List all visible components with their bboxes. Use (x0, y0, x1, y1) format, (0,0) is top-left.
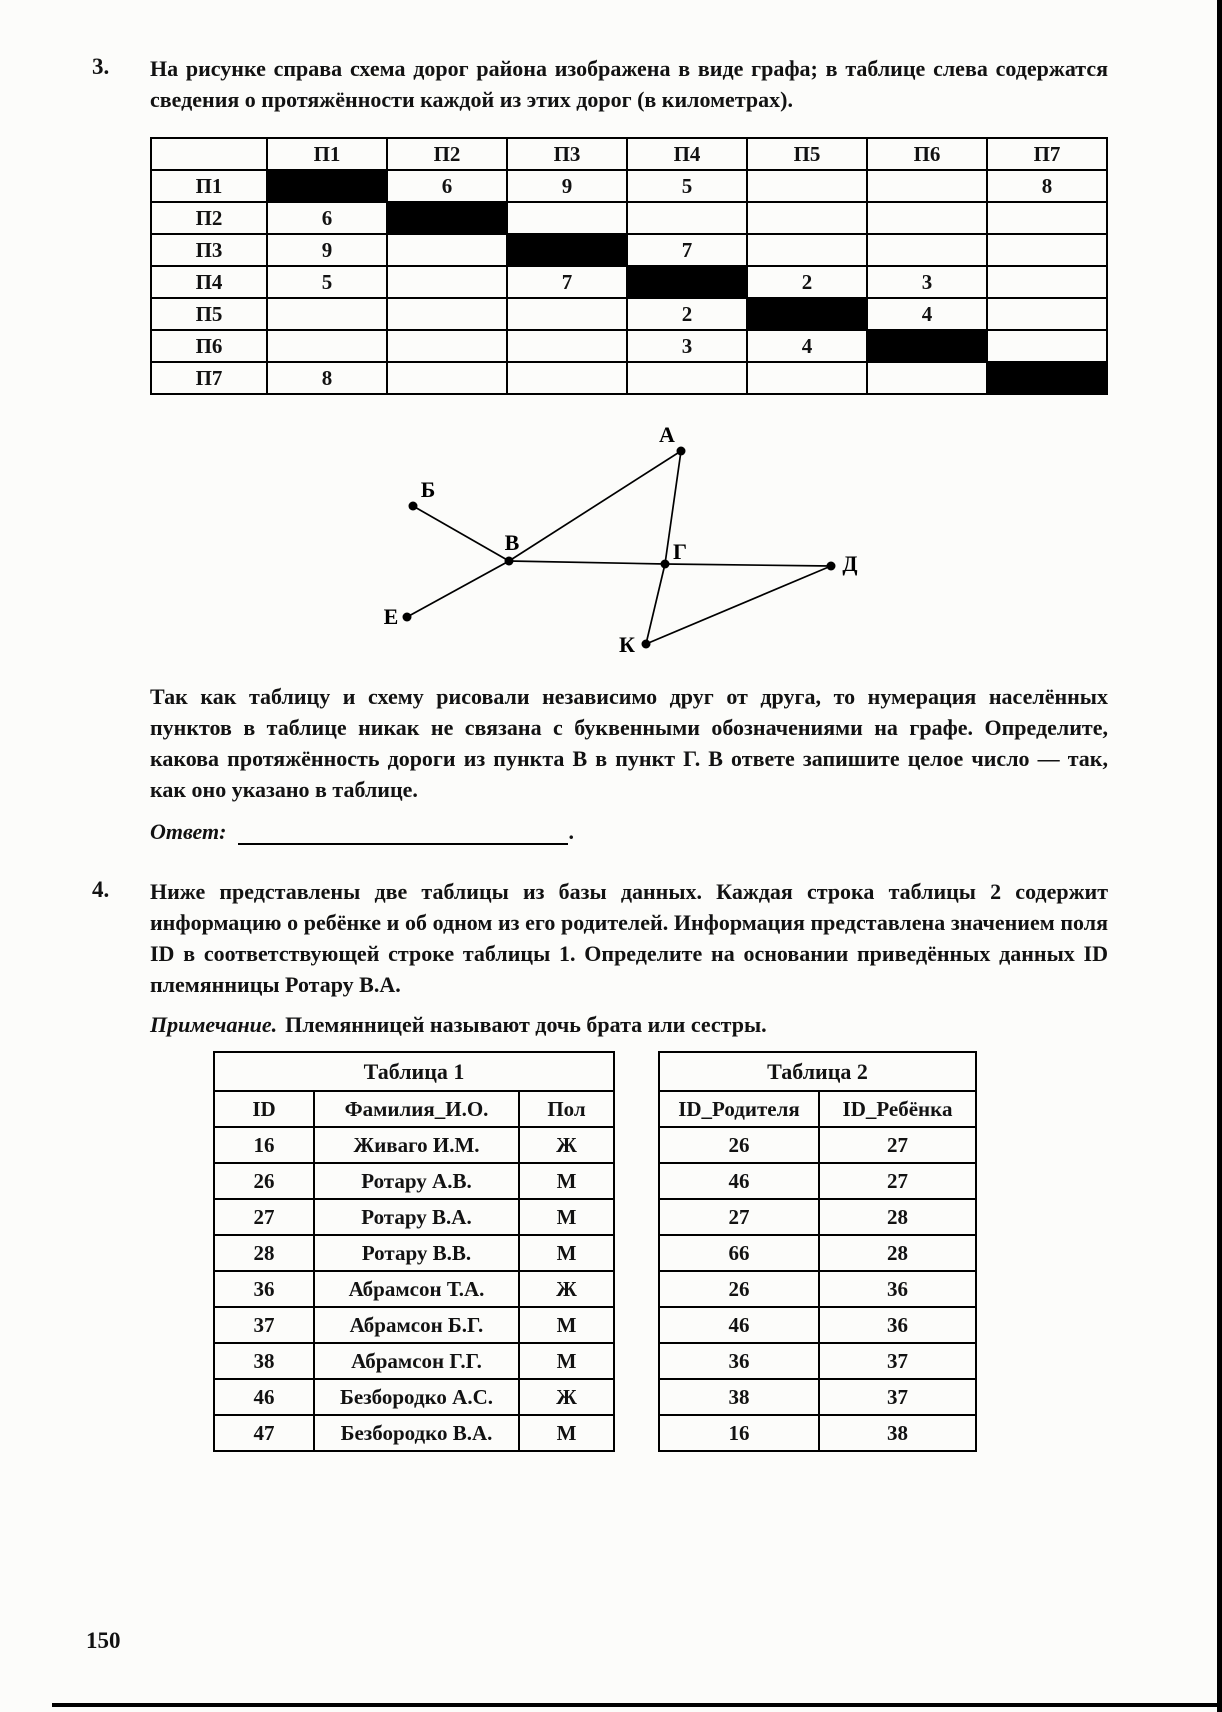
table-cell: Живаго И.М. (314, 1127, 519, 1163)
table-row (659, 1163, 976, 1199)
column-header: ID_Родителя (659, 1091, 819, 1127)
graph-vertex (642, 640, 651, 649)
graph-edge (665, 564, 831, 566)
matrix-row-header: П2 (151, 202, 267, 234)
table-row (659, 1415, 976, 1451)
table-cell: 36 (819, 1271, 976, 1307)
matrix-cell (867, 234, 987, 266)
table-cell: 16 (214, 1127, 314, 1163)
matrix-cell (867, 170, 987, 202)
table-cell: 27 (214, 1199, 314, 1235)
table-row (659, 1127, 976, 1163)
matrix-cell (627, 362, 747, 394)
table-title-row (659, 1052, 976, 1091)
matrix-cell (987, 362, 1107, 394)
graph-edge (509, 451, 681, 561)
table-title: Таблица 1 (214, 1052, 614, 1091)
matrix-cell (507, 234, 627, 266)
table-cell: Абрамсон Г.Г. (314, 1343, 519, 1379)
table-cell: М (519, 1415, 614, 1451)
matrix-col-header: П1 (267, 138, 387, 170)
matrix-cell (387, 362, 507, 394)
matrix-row-header: П7 (151, 362, 267, 394)
problem-3-number: 3. (92, 54, 110, 79)
matrix-cell: 3 (867, 266, 987, 298)
table-cell: 28 (214, 1235, 314, 1271)
matrix-row-header: П6 (151, 330, 267, 362)
table-cell: М (519, 1307, 614, 1343)
matrix-cell (267, 330, 387, 362)
matrix-row (151, 266, 1107, 298)
graph-vertex (409, 502, 418, 511)
road-graph-figure (383, 422, 893, 661)
matrix-row (151, 202, 1107, 234)
table-cell: 66 (659, 1235, 819, 1271)
table-cell: 38 (214, 1343, 314, 1379)
matrix-col-header (151, 138, 267, 170)
matrix-cell (987, 298, 1107, 330)
table-row (659, 1199, 976, 1235)
column-header: Фамилия_И.О. (314, 1091, 519, 1127)
table-cell: 27 (819, 1127, 976, 1163)
table-cell: М (519, 1343, 614, 1379)
note-text: Племянницей называют дочь брата или сестры. (285, 1012, 767, 1037)
table-row (214, 1199, 614, 1235)
table-cell: М (519, 1235, 614, 1271)
matrix-row (151, 298, 1107, 330)
matrix-cell (747, 298, 867, 330)
graph-vertex-label: А (659, 422, 675, 447)
matrix-cell: 6 (387, 170, 507, 202)
table-row (214, 1163, 614, 1199)
table-cell: 28 (819, 1235, 976, 1271)
graph-vertex (827, 562, 836, 571)
table-cell: 36 (659, 1343, 819, 1379)
matrix-cell (747, 234, 867, 266)
road-graph-svg (383, 422, 893, 661)
matrix-row-header: П1 (151, 170, 267, 202)
table-row (214, 1415, 614, 1451)
graph-vertex (677, 447, 686, 456)
column-header: ID (214, 1091, 314, 1127)
matrix-row (151, 330, 1107, 362)
page-number: 150 (86, 1628, 121, 1653)
table-cell: М (519, 1163, 614, 1199)
matrix-cell: 9 (507, 170, 627, 202)
matrix-cell (987, 330, 1107, 362)
problem-3-task: Так как таблицу и схему рисовали независимо друг от друга, то нумерация населённых пунктов в таблице никак не связана с буквенными обозначениями на графе. Определите, какова протяжённость дороги из пункта В в пункт Г. В ответе запишите целое число — так, как оно указано в таблице. (150, 684, 1108, 802)
matrix-cell (747, 362, 867, 394)
matrix-cell: 5 (627, 170, 747, 202)
matrix-cell (387, 234, 507, 266)
graph-vertex (661, 560, 670, 569)
matrix-cell (987, 202, 1107, 234)
graph-vertex (505, 557, 514, 566)
table-cell: Ж (519, 1379, 614, 1415)
table-cell: 46 (659, 1163, 819, 1199)
table-header-row (214, 1091, 614, 1127)
table-row (214, 1271, 614, 1307)
graph-vertex-label: Е (383, 604, 399, 629)
matrix-cell (747, 170, 867, 202)
graph-edge (646, 564, 665, 644)
table-cell: 36 (819, 1307, 976, 1343)
matrix-cell (507, 298, 627, 330)
matrix-cell (987, 234, 1107, 266)
table-cell: Ротару В.В. (314, 1235, 519, 1271)
matrix-row-header: П4 (151, 266, 267, 298)
matrix-cell (507, 330, 627, 362)
column-header: ID_Ребёнка (819, 1091, 976, 1127)
table-cell: 37 (819, 1343, 976, 1379)
table-cell: 27 (659, 1199, 819, 1235)
graph-vertex (403, 613, 412, 622)
graph-vertex-label: В (504, 530, 520, 555)
matrix-header-row (151, 138, 1107, 170)
table-cell: 37 (819, 1379, 976, 1415)
problem-4-note (150, 1009, 1108, 1040)
distance-matrix (150, 137, 1108, 395)
matrix-cell: 7 (507, 266, 627, 298)
matrix-cell: 5 (267, 266, 387, 298)
graph-edge (407, 561, 509, 617)
answer-line (150, 819, 1108, 845)
table-row (214, 1343, 614, 1379)
table-row (214, 1307, 614, 1343)
graph-vertex-label: Б (420, 477, 436, 502)
table-cell: Безбородко А.С. (314, 1379, 519, 1415)
table-cell: 26 (659, 1271, 819, 1307)
db-tables (213, 1051, 1108, 1452)
table-1 (213, 1051, 615, 1452)
table-cell: 38 (819, 1415, 976, 1451)
matrix-cell (747, 202, 867, 234)
matrix-cell (987, 266, 1107, 298)
table-row (659, 1235, 976, 1271)
matrix-col-header: П5 (747, 138, 867, 170)
graph-edge (509, 561, 665, 564)
matrix-cell: 7 (627, 234, 747, 266)
matrix-cell (267, 170, 387, 202)
table-cell: Ж (519, 1271, 614, 1307)
matrix-cell: 9 (267, 234, 387, 266)
matrix-cell: 8 (267, 362, 387, 394)
matrix-cell (867, 202, 987, 234)
table-cell: Ротару В.А. (314, 1199, 519, 1235)
matrix-row (151, 170, 1107, 202)
matrix-cell: 8 (987, 170, 1107, 202)
matrix-cell (627, 266, 747, 298)
table-cell: Ротару А.В. (314, 1163, 519, 1199)
problem-4-body (150, 876, 1108, 1452)
matrix-cell: 4 (747, 330, 867, 362)
matrix-row-header: П3 (151, 234, 267, 266)
matrix-col-header: П2 (387, 138, 507, 170)
table-cell: 38 (659, 1379, 819, 1415)
table-cell: 27 (819, 1163, 976, 1199)
matrix-cell (267, 298, 387, 330)
matrix-row-header: П5 (151, 298, 267, 330)
problem-3-body (150, 53, 1108, 845)
matrix-cell (867, 362, 987, 394)
graph-edge (646, 566, 831, 644)
matrix-cell (387, 330, 507, 362)
table-cell: 36 (214, 1271, 314, 1307)
table-cell: 26 (659, 1127, 819, 1163)
table-row (659, 1307, 976, 1343)
matrix-col-header: П6 (867, 138, 987, 170)
table-2 (658, 1051, 977, 1452)
matrix-cell (867, 330, 987, 362)
matrix-cell (387, 202, 507, 234)
scan-edge-right (1217, 0, 1222, 1712)
table-title-row (214, 1052, 614, 1091)
table-row (214, 1127, 614, 1163)
table-title: Таблица 2 (659, 1052, 976, 1091)
table-cell: 46 (659, 1307, 819, 1343)
matrix-cell: 2 (627, 298, 747, 330)
note-label: Примечание. (150, 1012, 278, 1037)
problem-4-number: 4. (92, 877, 110, 902)
answer-period: . (568, 819, 574, 844)
matrix-cell (627, 202, 747, 234)
matrix-cell (507, 202, 627, 234)
table-cell: 26 (214, 1163, 314, 1199)
matrix-cell: 3 (627, 330, 747, 362)
matrix-row (151, 362, 1107, 394)
table-cell: М (519, 1199, 614, 1235)
matrix-col-header: П7 (987, 138, 1107, 170)
answer-blank (238, 843, 568, 845)
column-header: Пол (519, 1091, 614, 1127)
problem-3-intro: На рисунке справа схема дорог района изображена в виде графа; в таблице слева содержатся сведения о протяжённости каждой из этих дорог (в километрах). (150, 56, 1108, 112)
table-cell: 47 (214, 1415, 314, 1451)
table-cell: 37 (214, 1307, 314, 1343)
graph-vertex-label: Г (673, 539, 687, 564)
table-cell: Абрамсон Б.Г. (314, 1307, 519, 1343)
table-cell: 16 (659, 1415, 819, 1451)
table-cell: 28 (819, 1199, 976, 1235)
matrix-cell: 4 (867, 298, 987, 330)
graph-vertex-label: Д (842, 551, 858, 576)
matrix-cell (387, 298, 507, 330)
problem-3 (0, 53, 1222, 845)
answer-label: Ответ: (150, 819, 227, 844)
table-row (214, 1235, 614, 1271)
matrix-cell: 6 (267, 202, 387, 234)
matrix-cell (387, 266, 507, 298)
problem-4 (0, 876, 1222, 1452)
matrix-col-header: П3 (507, 138, 627, 170)
problem-4-intro: Ниже представлены две таблицы из базы данных. Каждая строка таблицы 2 содержит информацию о ребёнке и об одном из его родителей. Информация представлена значением поля ID в соответствующей строке таблицы 1. Определите на основании приведённых данных ID племянницы Ротару В.А. (150, 879, 1108, 997)
table-row (659, 1343, 976, 1379)
table-header-row (659, 1091, 976, 1127)
table-cell: 46 (214, 1379, 314, 1415)
graph-vertex-label: К (619, 632, 635, 657)
table-row (214, 1379, 614, 1415)
matrix-col-header: П4 (627, 138, 747, 170)
matrix-row (151, 234, 1107, 266)
matrix-cell (507, 362, 627, 394)
graph-edge (413, 506, 509, 561)
table-row (659, 1271, 976, 1307)
table-cell: Безбородко В.А. (314, 1415, 519, 1451)
table-cell: Ж (519, 1127, 614, 1163)
table-cell: Абрамсон Т.А. (314, 1271, 519, 1307)
scan-edge-bottom (52, 1703, 1222, 1707)
matrix-cell: 2 (747, 266, 867, 298)
table-row (659, 1379, 976, 1415)
